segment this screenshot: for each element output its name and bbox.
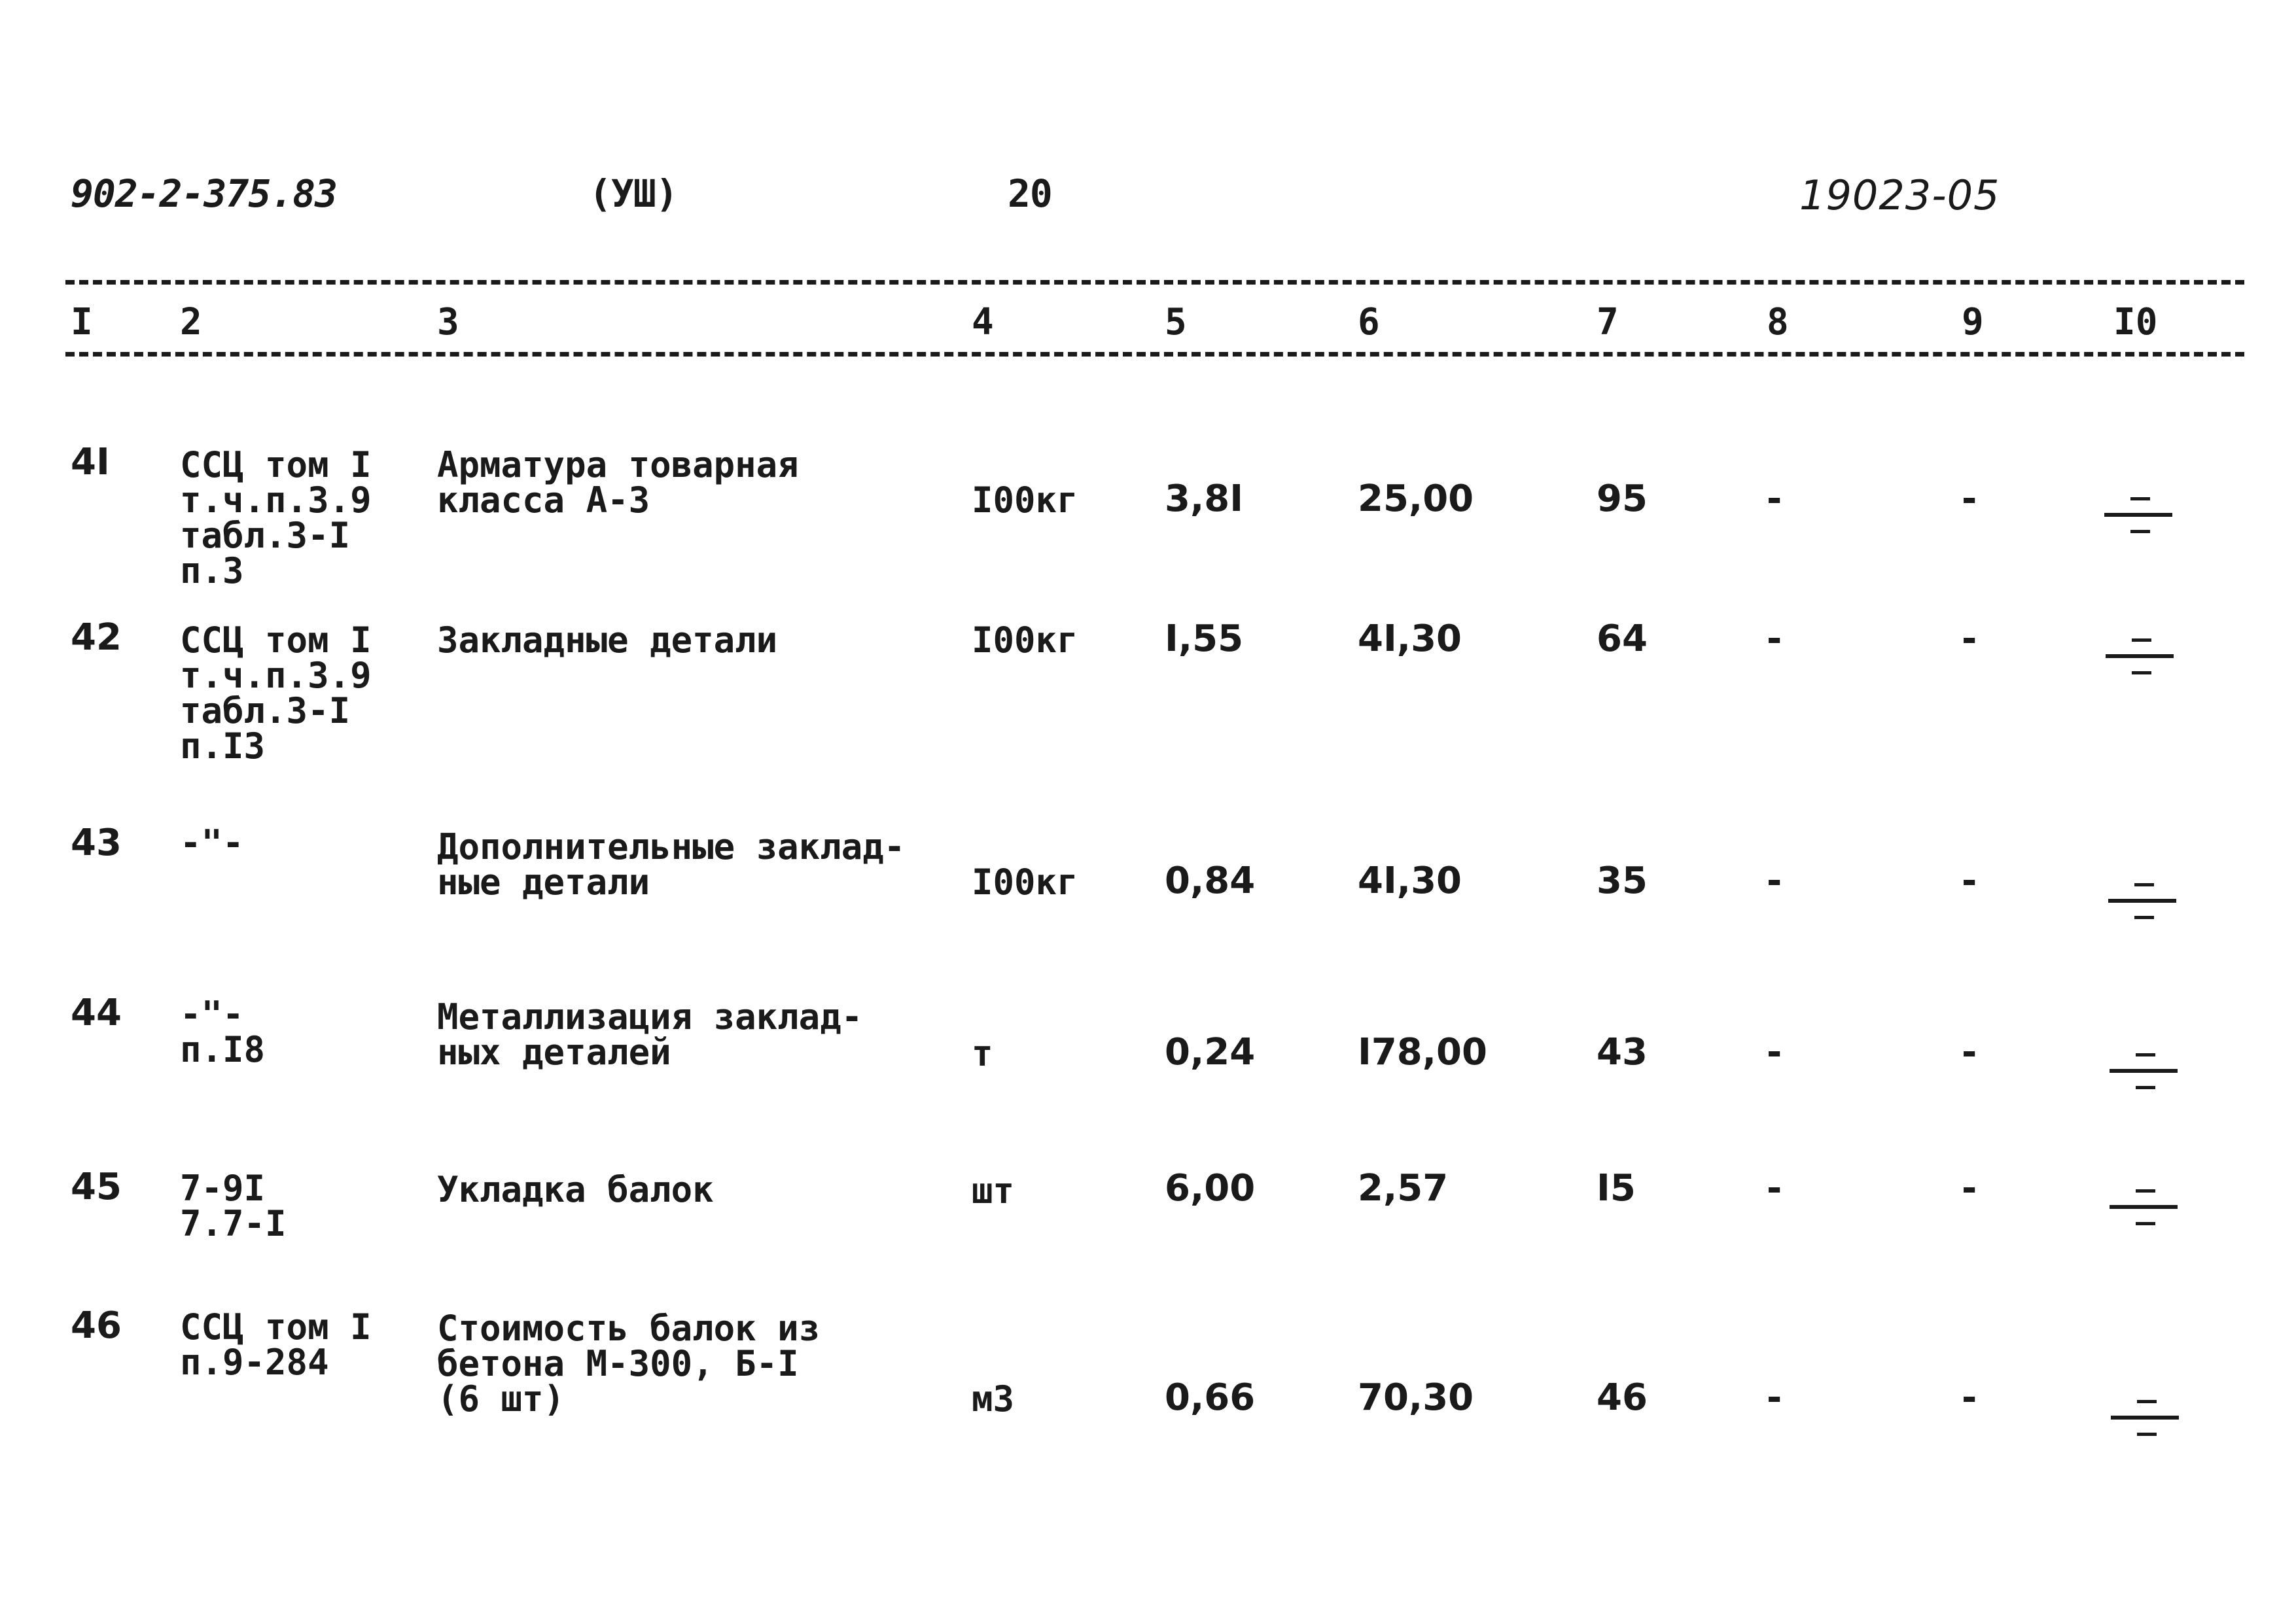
row-number: 46 — [71, 1304, 122, 1347]
column-9-cell: - — [1962, 618, 1977, 660]
section-label: (УШ) — [589, 171, 678, 216]
quantity-cell: 3,8I — [1165, 478, 1244, 520]
column-9-cell: - — [1962, 478, 1977, 520]
header-bottom-rule — [65, 352, 2244, 357]
column-10-mark — [2104, 497, 2172, 536]
column-8-cell: - — [1767, 478, 1782, 520]
column-header-9: 9 — [1962, 301, 1984, 343]
column-9-cell: - — [1962, 860, 1977, 902]
column-header-4: 4 — [972, 301, 994, 343]
page-number: 20 — [1008, 171, 1052, 216]
unit-cell: т — [972, 1033, 993, 1074]
column-10-mark — [2110, 1053, 2178, 1092]
column-header-1: I — [71, 301, 93, 343]
quantity-cell: 0,66 — [1165, 1376, 1256, 1419]
column-8-cell: - — [1767, 1167, 1782, 1210]
total-cost-cell: 64 — [1597, 618, 1648, 660]
reference-cell: -"- п.I8 — [180, 994, 266, 1070]
unit-price-cell: I78,00 — [1358, 1031, 1487, 1073]
reference-cell: -"- — [180, 822, 244, 864]
unit-price-cell: 4I,30 — [1358, 860, 1462, 902]
quantity-cell: 0,24 — [1165, 1031, 1256, 1073]
column-8-cell: - — [1767, 1376, 1782, 1419]
column-8-cell: - — [1767, 1031, 1782, 1073]
document-code: 902-2-375.83 — [71, 171, 338, 216]
unit-price-cell: 25,00 — [1358, 478, 1474, 520]
work-name-cell: Закладные детали — [437, 620, 778, 661]
column-10-mark — [2110, 1189, 2178, 1229]
column-header-3: 3 — [437, 301, 459, 343]
total-cost-cell: 43 — [1597, 1031, 1648, 1073]
column-header-10: I0 — [2113, 301, 2158, 343]
work-name-cell: Арматура товарная класса А-3 — [437, 444, 799, 521]
row-number: 42 — [71, 616, 122, 659]
unit-price-cell: 4I,30 — [1358, 618, 1462, 660]
unit-price-cell: 2,57 — [1358, 1167, 1449, 1210]
unit-cell: м3 — [972, 1378, 1015, 1420]
column-header-2: 2 — [180, 301, 202, 343]
row-number: 4I — [71, 441, 110, 483]
column-10-mark — [2108, 883, 2176, 922]
column-10-mark — [2106, 638, 2174, 678]
column-8-cell: - — [1767, 618, 1782, 660]
quantity-cell: 6,00 — [1165, 1167, 1256, 1210]
column-header-6: 6 — [1358, 301, 1380, 343]
quantity-cell: I,55 — [1165, 618, 1244, 660]
work-name-cell: Дополнительные заклад- ные детали — [437, 826, 906, 903]
total-cost-cell: 95 — [1597, 478, 1648, 520]
work-name-cell: Металлизация заклад- ных деталей — [437, 996, 863, 1073]
row-number: 43 — [71, 822, 122, 864]
total-cost-cell: I5 — [1597, 1167, 1636, 1210]
unit-cell: I00кг — [972, 862, 1078, 903]
row-number: 44 — [71, 992, 122, 1034]
work-name-cell: Укладка балок — [437, 1169, 714, 1210]
column-header-7: 7 — [1597, 301, 1619, 343]
work-name-cell: Стоимость балок из бетона М-300, Б-I (6 шт) — [437, 1308, 821, 1420]
registration-number: 19023-05 — [1799, 171, 2000, 219]
reference-cell: ССЦ том I т.ч.п.3.9 табл.3-I п.3 — [180, 444, 372, 591]
reference-cell: 7-9I 7.7-I — [180, 1168, 287, 1244]
unit-price-cell: 70,30 — [1358, 1376, 1474, 1419]
column-header-8: 8 — [1767, 301, 1789, 343]
unit-cell: I00кг — [972, 480, 1078, 521]
unit-cell: I00кг — [972, 620, 1078, 661]
column-9-cell: - — [1962, 1031, 1977, 1073]
reference-cell: ССЦ том I п.9-284 — [180, 1306, 372, 1383]
header-top-rule — [65, 280, 2244, 285]
unit-cell: шт — [972, 1170, 1015, 1212]
column-9-cell: - — [1962, 1167, 1977, 1210]
total-cost-cell: 35 — [1597, 860, 1648, 902]
column-10-mark — [2111, 1400, 2179, 1439]
total-cost-cell: 46 — [1597, 1376, 1648, 1419]
column-header-5: 5 — [1165, 301, 1187, 343]
column-9-cell: - — [1962, 1376, 1977, 1419]
reference-cell: ССЦ том I т.ч.п.3.9 табл.3-I п.I3 — [180, 620, 372, 767]
column-8-cell: - — [1767, 860, 1782, 902]
quantity-cell: 0,84 — [1165, 860, 1256, 902]
row-number: 45 — [71, 1166, 122, 1208]
